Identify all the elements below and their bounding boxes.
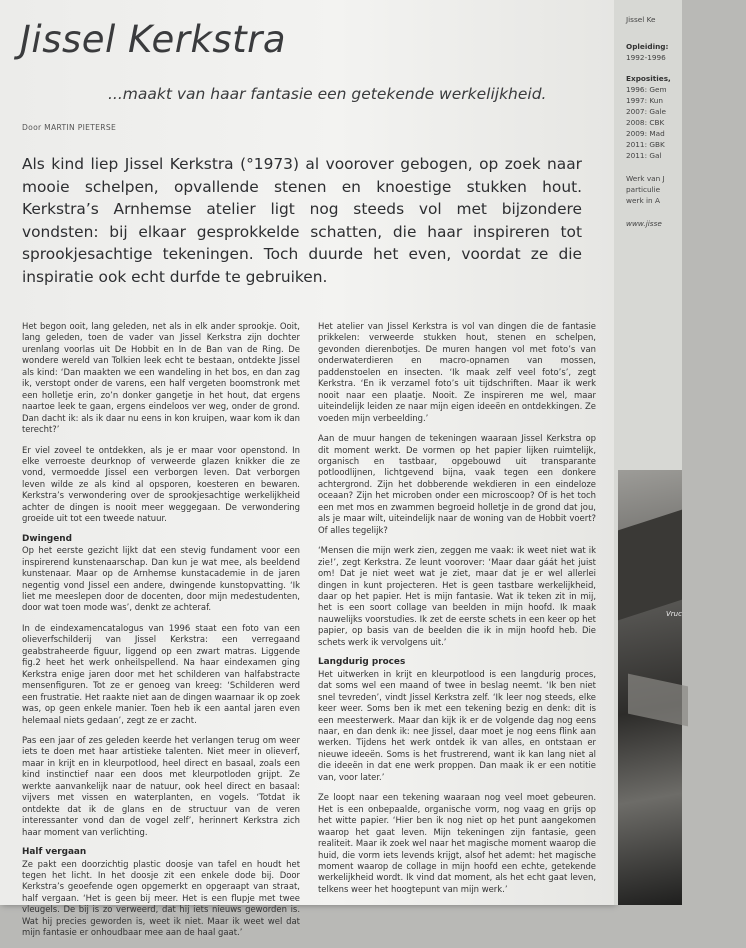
sidebar-exposities-label: Exposities, <box>626 74 671 83</box>
article-byline: Door MARTIN PIETERSE <box>22 123 117 132</box>
sidebar-expo-item: 2009: Mad <box>626 129 665 138</box>
article-intro: Als kind liep Jissel Kerkstra (°1973) al voorover gebogen, op zoek naar mooie schelpen, opvallende stenen en knoestige stukken hout. Kerkstra’s Arnhemse atelier ligt nog steeds vol met bijzondere vondsten: bij elkaar gesprokkelde schatten, die haar inspireren tot sprookjesachtige tekeningen. Toch duurde het even, voordat ze die inspiratie ook echt durfde te gebruiken. <box>22 155 582 286</box>
sidebar-expo-item: 2007: Gale <box>626 107 666 116</box>
sidebar-opleiding-label: Opleiding: <box>626 42 669 51</box>
paragraph: Pas een jaar of zes geleden keerde het verlangen terug om weer iets te doen met haar artistieke talenten. Niet meer in olieverf, maar in krijt en in kleurpotlood, heel direct en basaal, zoals een kind instinctief naar een doos met kleurpotloden grijpt. Ze werkte aanvankelijk naar de natuur, ook heel direct en basaal: vijvers met vissen en waterplanten, en vogels. ‘Totdat ik ontdekte dat ik de glans en de structuur van de veren interessanter vond dan de vogel zelf’, herinnert Kerkstra zich haar moment van verlichting. <box>22 735 300 837</box>
sidebar-expo-item: 2011: Gal <box>626 151 662 160</box>
sidebar-werk-line: particulie <box>626 185 661 194</box>
paragraph: Aan de muur hangen de tekeningen waaraan Jissel Kerkstra op dit moment werkt. De vormen op het papier lijken ruimtelijk, organisch en tastbaar, opgebouwd uit transparante potloodlijnen, lichtgevend bijna, vaak tegen een donkere achtergrond. Zijn het dobberende wekdieren in een eindeloze oceaan? Zijn het microben onder een microscoop? Of is het toch een met mos en zwammen begroeid holletje in de grond dat jou, als je maar wilt, uiteindelijk naar de woning van de Hobbit voert? Of alles tegelijk? <box>318 433 596 535</box>
section-heading: Dwingend <box>22 533 72 544</box>
paragraph: Ze loopt naar een tekening waaraan nog veel moet gebeuren. Het is een onbepaalde, organische vorm, nog vaag en grijs op het witte papier. ‘Hier ben ik nog niet op het punt aangekomen waarop het gaat leven. Mijn tekeningen zijn fantasie, geen realiteit. Maar ik zoek wel naar het magische moment waarop die huid, die vorm iets levends krijgt, alsof het ademt: het magische moment waarop de collage in mijn hoofd een echte, getekende werkelijkheid wordt. Ik vind dat moment, als het echt gaat leven, telkens weer het hoogtepunt van mijn werk.’ <box>318 792 596 894</box>
sidebar-werk-line: Werk van J <box>626 174 665 183</box>
paragraph: Het atelier van Jissel Kerkstra is vol van dingen die de fantasie prikkelen: verweerde stukken hout, stenen en schelpen, gevonden dierenbotjes. De muren hangen vol met foto’s van onderwaterdieren en macro-opnamen van mossen, paddenstoelen en insecten. ‘Ik maak zelf veel foto’s’, zegt Kerkstra. ‘En ik verzamel foto’s uit tijdschriften. Maar ik werk nooit naar een plaatje. Nooit. Ze inspireren me wel, maar uiteindelijk leiden ze naar mijn eigen ideeën en ontdekkingen. Ze voeden mijn verbeelding.’ <box>318 321 596 423</box>
sidebar-expo-item: 2011: GBK <box>626 140 665 149</box>
photo-highlight-shape <box>628 674 688 727</box>
sidebar-website: www.jisse <box>626 219 662 228</box>
section-heading: Half vergaan <box>22 847 87 858</box>
paragraph: In de eindexamencatalogus van 1996 staat een foto van een olieverfschilderij van Jissel Kerkstra: een verregaand geabstraheerde figuur, liggend op een zwart matras. Liggende fig.2 heet het werk onheilspellend. Na haar eindexamen ging Kerkstra enige jaren door met het schilderen van halfabstracte mensenfiguren. Tot ze er genoeg van kreeg: ‘Schilderen werd een frustratie. Het raakte niet aan de dingen waarnaar ik op zoek was, op geen enkele manier. Toen heb ik een aantal jaren even helemaal niets gedaan’, zegt ze er zacht. <box>22 622 300 725</box>
photo-caption: Vruc <box>666 610 682 618</box>
sidebar-expo-item: 1997: Kun <box>626 96 664 105</box>
artwork-photo <box>618 470 682 905</box>
paragraph: Er viel zoveel te ontdekken, als je er maar voor openstond. In elke verroeste deurknop of verweerde glazen knikker die ze vond, vermoedde Jissel een verborgen leven. Dat verborgen leven wilde ze als kind al opsporen, koesteren en bewaren. Kerkstra’s verwondering over de sprookjesachtige werkelijkheid achter de dingen is nooit meer weggegaan. De verwondering groeide uit tot een tweede natuur. <box>22 444 300 524</box>
paragraph: Op het eerste gezicht lijkt dat een stevig fundament voor een inspirerend kunstenaarschap. Dan kun je wat mee, als beeldend kunstenaar. Maar op de Arnhemse kunstacademie in de jaren negentig vond Jissel een andere, dwingende kunstopvatting. ‘Ik liet me meeslepen door de docenten, door mijn medestudenten, door wat toen mode was’, denkt ze achteraf. <box>22 545 300 613</box>
section-heading: Langdurig proces <box>318 657 406 668</box>
sidebar-expo-item: 2008: CBK <box>626 118 665 127</box>
sidebar-info <box>626 14 746 229</box>
paragraph: Het uitwerken in krijt en kleurpotlood is een langdurig proces, dat soms wel een maand of twee in beslag neemt. ‘Ik ben niet snel tevreden’, vindt Jissel Kerkstra zelf. ‘Ik leer nog steeds, elke keer weer. Soms ben ik met een tekening bezig en denk: dit is een meesterwerk. Maar dan kijk ik er de volgende dag nog eens naar, en dan denk ik: nee Jissel, daar moet je nog eens flink aan werken. Tijdens het werk ontdek ik van alles, en ontstaan er nieuwe ideeën. Soms is het frustrerend, want ik kan lang niet al die ideeën in dat ene werk proppen. Dan maak ik er een notitie van, voor later.’ <box>318 668 596 782</box>
sidebar-name: Jissel Ke <box>626 15 656 24</box>
left-column <box>22 321 300 948</box>
right-column <box>318 321 596 904</box>
paragraph: Het begon ooit, lang geleden, net als in elk ander sprookje. Ooit, lang geleden, toen de vader van Jissel Kerkstra zijn dochter urenlang voorlas uit De Hobbit en In de Ban van de Ring. De wondere wereld van Tolkien leek echt te bestaan, ontdekte Jissel als kind: ‘Dan maakten we een wandeling in het bos, en dan zag ik, verstopt onder de varens, een half vergeten boomstronk met een holletje erin, zo’n donker gangetje in het hout, dat ergens naartoe leek te gaan, ergens eindeloos ver weg, onder de grond. Dan dacht ik: als ik daar nu eens in kon kruipen, waar kom ik dan terecht?’ <box>22 321 300 435</box>
sidebar-expo-item: 1996: Gem <box>626 85 667 94</box>
paragraph: Ze pakt een doorzichtig plastic doosje van tafel en houdt het tegen het licht. In het doosje zit een enkele dode bij. Door Kerkstra’s geoefende ogen opgemerkt en opgeraapt van straat, half vergaan. ‘Het is geen bij meer. Het is een flupje met twee vleugels. De bij is zo verweerd, dat hij iets nieuws geworden is. Wat hij precies geworden is, weet ik niet. Maar ik weet wel dat mijn fantasie er onhoudbaar mee aan de haal gaat.’ <box>22 858 300 938</box>
facing-page <box>614 0 682 905</box>
sidebar-opleiding-value: 1992-1996 <box>626 53 666 62</box>
paragraph: ‘Mensen die mijn werk zien, zeggen me vaak: ik weet niet wat ik zie!’, zegt Kerkstra. Ze leunt voorover: ‘Maar daar gáát het juist om! Dat je niet weet wat je ziet, maar dat je er wel allerlei dingen in kunt projecteren. Het is geen tastbare werkelijkheid, daar op het papier. Het is mijn fantasie. Wat ik teken zit in mij, het is een soort collage van beelden in mijn hoofd. Ik maak nauwelijks voorstudies. Ik zet de eerste schets in een keer op het papier, op basis van de beelden die ik in mijn hoofd heb. Die schets werk ik vervolgens uit.’ <box>318 545 596 647</box>
photo-shadow-shape <box>618 510 682 621</box>
sidebar-werk-line: werk in A <box>626 196 660 205</box>
article-title: Jissel Kerkstra <box>20 18 287 61</box>
article-subtitle: ...maakt van haar fantasie een getekende werkelijkheid. <box>108 85 547 103</box>
